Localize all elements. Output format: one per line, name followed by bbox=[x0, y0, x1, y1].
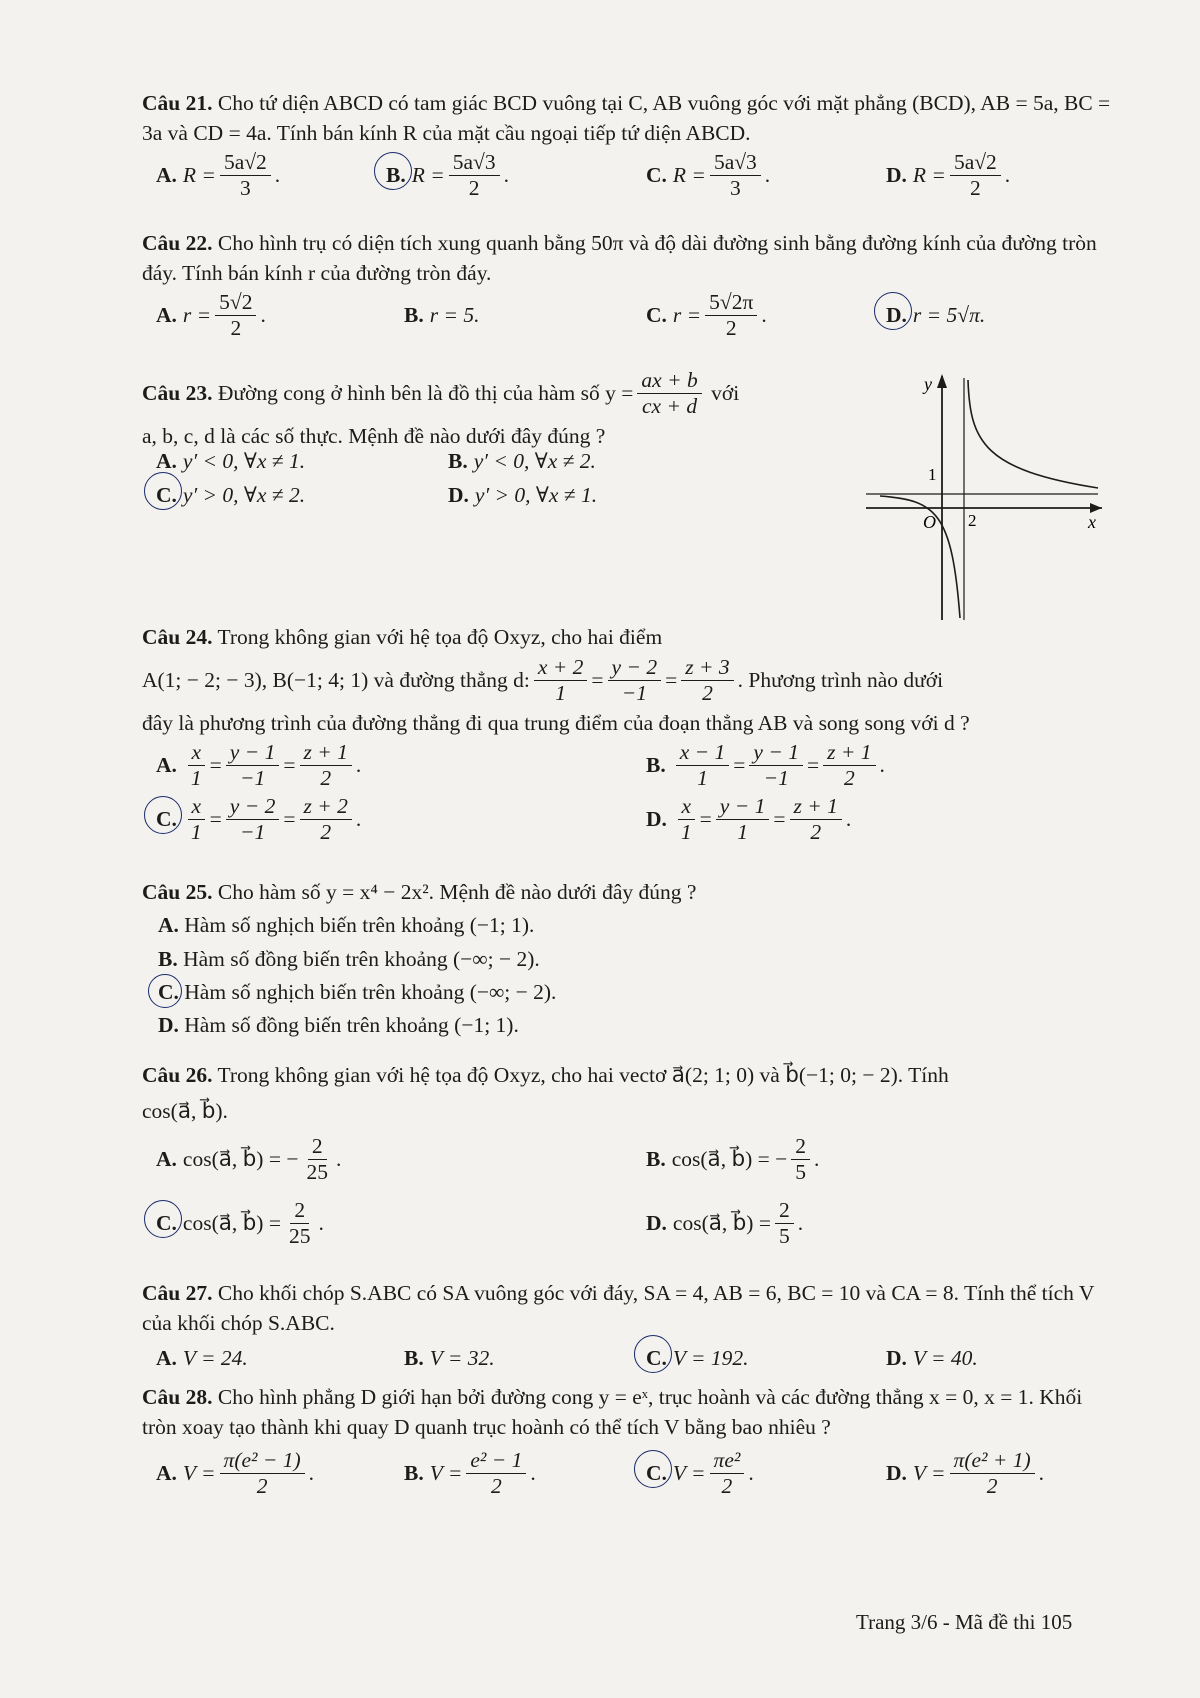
question-label: Câu 25. bbox=[142, 880, 213, 904]
options bbox=[142, 451, 862, 515]
question-text: Cho hình phẳng D giới hạn bởi đường cong y = eˣ, trục hoành và các đường thẳng x = 0, x = 1. Khối tròn xoay tạo thành khi quay D quanh trục hoành có thể tích V bằng bao nhiêu ? bbox=[142, 1385, 1083, 1440]
question-label: Câu 23. bbox=[142, 380, 213, 405]
option-a[interactable]: A. V = $\frac{\text{π(e² − 1)}}{2}$ . bbox=[156, 1447, 315, 1498]
question-label: Câu 26. bbox=[142, 1063, 213, 1087]
question-23: Câu 23. Đường cong ở hình bên là đồ thị của hàm số y = $\frac{ax + b}{cx + d}$ với a, b, c, d là các số thực. Mệnh đề nào dưới đây đúng ? A. y′ < 0, ∀x ≠ 1. B. y′ < 0, ∀x ≠ 2. C. y′ > 0, ∀x ≠ 2. D. y′ > 0, ∀x ≠ 1. bbox=[142, 365, 862, 515]
answer-circle bbox=[144, 796, 182, 834]
tick-2-label: 2 bbox=[968, 511, 977, 530]
question-26 bbox=[142, 1060, 1112, 1250]
tick-1-label: 1 bbox=[928, 465, 937, 484]
options bbox=[142, 1132, 1112, 1186]
x-label: x bbox=[1088, 512, 1096, 532]
question-text: Cho tứ diện ABCD có tam giác BCD vuông tại C, AB vuông góc với mặt phẳng (BCD), AB = 5a, BC = 3a và CD = 4a. Tính bán kính R của mặt cầu ngoại tiếp tứ diện ABCD. bbox=[142, 91, 1111, 146]
question-label: Câu 27. bbox=[142, 1281, 213, 1305]
question-text: Cho hàm số y = x⁴ − 2x². Mệnh đề nào dưới đây đúng ? bbox=[212, 880, 697, 904]
fraction: $\frac{5a√2}{3}$ bbox=[220, 150, 271, 200]
option-c[interactable]: C. r = $\frac{5√2\pi}{2}$ . bbox=[646, 289, 767, 340]
question-text: Cho khối chóp S.ABC có SA vuông góc với đáy, SA = 4, AB = 6, BC = 10 và CA = 8. Tính thể tích V của khối chóp S.ABC. bbox=[142, 1281, 1094, 1336]
question-text: cos(a⃗, b⃗). bbox=[142, 1099, 228, 1124]
option-d[interactable]: D. R = $\frac{5a√2}{2}$ . bbox=[886, 149, 1011, 200]
question-label: Câu 28. bbox=[142, 1385, 213, 1409]
question-label: Câu 21. bbox=[142, 91, 213, 115]
y-label: y bbox=[924, 374, 932, 394]
option-a[interactable]: A. R = $\frac{5a√2}{3}$ . bbox=[156, 149, 281, 200]
option-b[interactable]: B. V = 32. bbox=[404, 1346, 495, 1371]
answer-circle bbox=[148, 974, 182, 1008]
option-c[interactable]: C. cos(a⃗, b⃗) = $\frac{2}{25}$ . bbox=[156, 1196, 324, 1250]
option-c[interactable]: C. V = $\frac{\text{πe²}}{2}$ . bbox=[646, 1446, 754, 1500]
question-text: Trong không gian với hệ tọa độ Oxyz, cho hai điểm bbox=[212, 625, 663, 649]
question-24 bbox=[142, 622, 1112, 846]
question-text: Trong không gian với hệ tọa độ Oxyz, cho hai vectơ a⃗(2; 1; 0) và b⃗(−1; 0; − 2). Tính bbox=[212, 1063, 949, 1087]
option-c[interactable]: C. y′ > 0, ∀x ≠ 2. bbox=[156, 479, 305, 511]
option-c[interactable]: C. R = $\frac{5a√3}{3}$ . bbox=[646, 149, 771, 200]
origin-label: O bbox=[923, 512, 936, 532]
question-label: Câu 24. bbox=[142, 625, 213, 649]
question-label: Câu 22. bbox=[142, 231, 213, 255]
options bbox=[142, 1446, 1112, 1500]
option-d[interactable]: D. r = 5√π. bbox=[886, 288, 985, 342]
fraction: $\frac{5a√3}{3}$ bbox=[710, 150, 761, 200]
options bbox=[142, 148, 1112, 202]
y-axis-arrow bbox=[937, 374, 947, 388]
options bbox=[142, 792, 1112, 846]
answer-circle bbox=[144, 472, 182, 510]
option-d[interactable]: D. Hàm số đồng biến trên khoảng (−1; 1). bbox=[158, 1013, 519, 1038]
option-d[interactable]: D. V = $\frac{\text{π(e² + 1)}}{2}$ . bbox=[886, 1447, 1045, 1498]
option-d[interactable]: D. $\frac{x}{1}$ = $\frac{y - 1}{1}$ = $\frac{z + 1}{2}$ . bbox=[646, 793, 852, 844]
question-text: đây là phương trình của đường thẳng đi qua trung điểm của đoạn thẳng AB và song song với d ? bbox=[142, 711, 970, 736]
options bbox=[142, 1338, 1112, 1378]
fraction: $\frac{ax + b}{cx + d}$ bbox=[637, 368, 701, 418]
question-28 bbox=[142, 1382, 1112, 1500]
fraction: $\frac{5√2}{2}$ bbox=[215, 290, 256, 340]
option-b[interactable]: B. y′ < 0, ∀x ≠ 2. bbox=[448, 449, 596, 474]
answer-circle bbox=[374, 152, 412, 190]
options bbox=[142, 738, 1112, 792]
option-c[interactable]: C. $\frac{x}{1}$ = $\frac{y - 2}{-1}$ = $\frac{z + 2}{2}$ . bbox=[156, 792, 361, 846]
line-d-equation: A(1; − 2; − 3), B(−1; 4; 1) và đường thẳng d: $\frac{x + 2}{1}$ = $\frac{y - 2}{-1}$ = $\frac{z + 3}{2}$ . Phương trình nào dưới bbox=[142, 654, 944, 705]
option-d[interactable]: D. y′ > 0, ∀x ≠ 1. bbox=[448, 483, 598, 508]
question-22 bbox=[142, 228, 1112, 342]
option-b[interactable]: B. V = $\frac{\text{e² − 1}}{2}$ . bbox=[404, 1447, 536, 1498]
option-c[interactable]: C. Hàm số nghịch biến trên khoảng (−∞; − 2). bbox=[158, 976, 1112, 1009]
option-a[interactable]: A. r = $\frac{5√2}{2}$ . bbox=[156, 289, 266, 340]
page-footer: Trang 3/6 - Mã đề thi 105 bbox=[856, 1610, 1073, 1634]
question-27 bbox=[142, 1278, 1112, 1378]
option-c[interactable]: C. V = 192. bbox=[646, 1338, 749, 1378]
answer-circle bbox=[874, 292, 912, 330]
question-text: a, b, c, d là các số thực. Mệnh đề nào dưới đây đúng ? bbox=[142, 424, 606, 448]
options bbox=[142, 1196, 1112, 1250]
option-b[interactable]: B. $\frac{x - 1}{1}$ = $\frac{y - 1}{-1}$ = $\frac{z + 1}{2}$ . bbox=[646, 739, 885, 790]
fraction: $\frac{5a√3}{2}$ bbox=[449, 150, 500, 200]
options bbox=[142, 288, 1112, 342]
answer-circle bbox=[634, 1450, 672, 1488]
option-b[interactable]: B. R = $\frac{5a√3}{2}$ . bbox=[386, 148, 509, 202]
answer-circle bbox=[144, 1200, 182, 1238]
option-b[interactable]: B. r = 5. bbox=[404, 303, 480, 328]
answer-circle bbox=[634, 1335, 672, 1373]
question-21 bbox=[142, 88, 1112, 202]
option-a[interactable]: A. y′ < 0, ∀x ≠ 1. bbox=[156, 449, 306, 474]
hyperbola-graph bbox=[866, 372, 1106, 622]
option-a[interactable]: A. cos(a⃗, b⃗) = − $\frac{2}{25}$ . bbox=[156, 1133, 342, 1184]
question-25 bbox=[142, 876, 1112, 1043]
option-a[interactable]: A. $\frac{x}{1}$ = $\frac{y - 1}{-1}$ = $\frac{z + 1}{2}$ . bbox=[156, 739, 362, 790]
fraction: $\frac{5√2\pi}{2}$ bbox=[705, 290, 757, 340]
curve-left-branch bbox=[880, 496, 960, 618]
question-text: Cho hình trụ có diện tích xung quanh bằng 50π và độ dài đường sinh bằng đường kính của đường tròn đáy. Tính bán kính r của đường tròn đáy. bbox=[142, 231, 1097, 286]
fraction: $\frac{5a√2}{2}$ bbox=[950, 150, 1001, 200]
option-a[interactable]: A. Hàm số nghịch biến trên khoảng (−1; 1). bbox=[158, 913, 535, 938]
option-d[interactable]: D. V = 40. bbox=[886, 1346, 978, 1371]
option-a[interactable]: A. V = 24. bbox=[156, 1346, 248, 1371]
option-d[interactable]: D. cos(a⃗, b⃗) = $\frac{2}{5}$ . bbox=[646, 1197, 804, 1248]
options bbox=[142, 909, 1112, 1042]
question-text: Đường cong ở hình bên là đồ thị của hàm số y = bbox=[212, 380, 634, 405]
curve-right-branch bbox=[968, 380, 1098, 488]
option-b[interactable]: B. cos(a⃗, b⃗) = − $\frac{2}{5}$ . bbox=[646, 1133, 820, 1184]
option-b[interactable]: B. Hàm số đồng biến trên khoảng (−∞; − 2). bbox=[158, 946, 540, 971]
